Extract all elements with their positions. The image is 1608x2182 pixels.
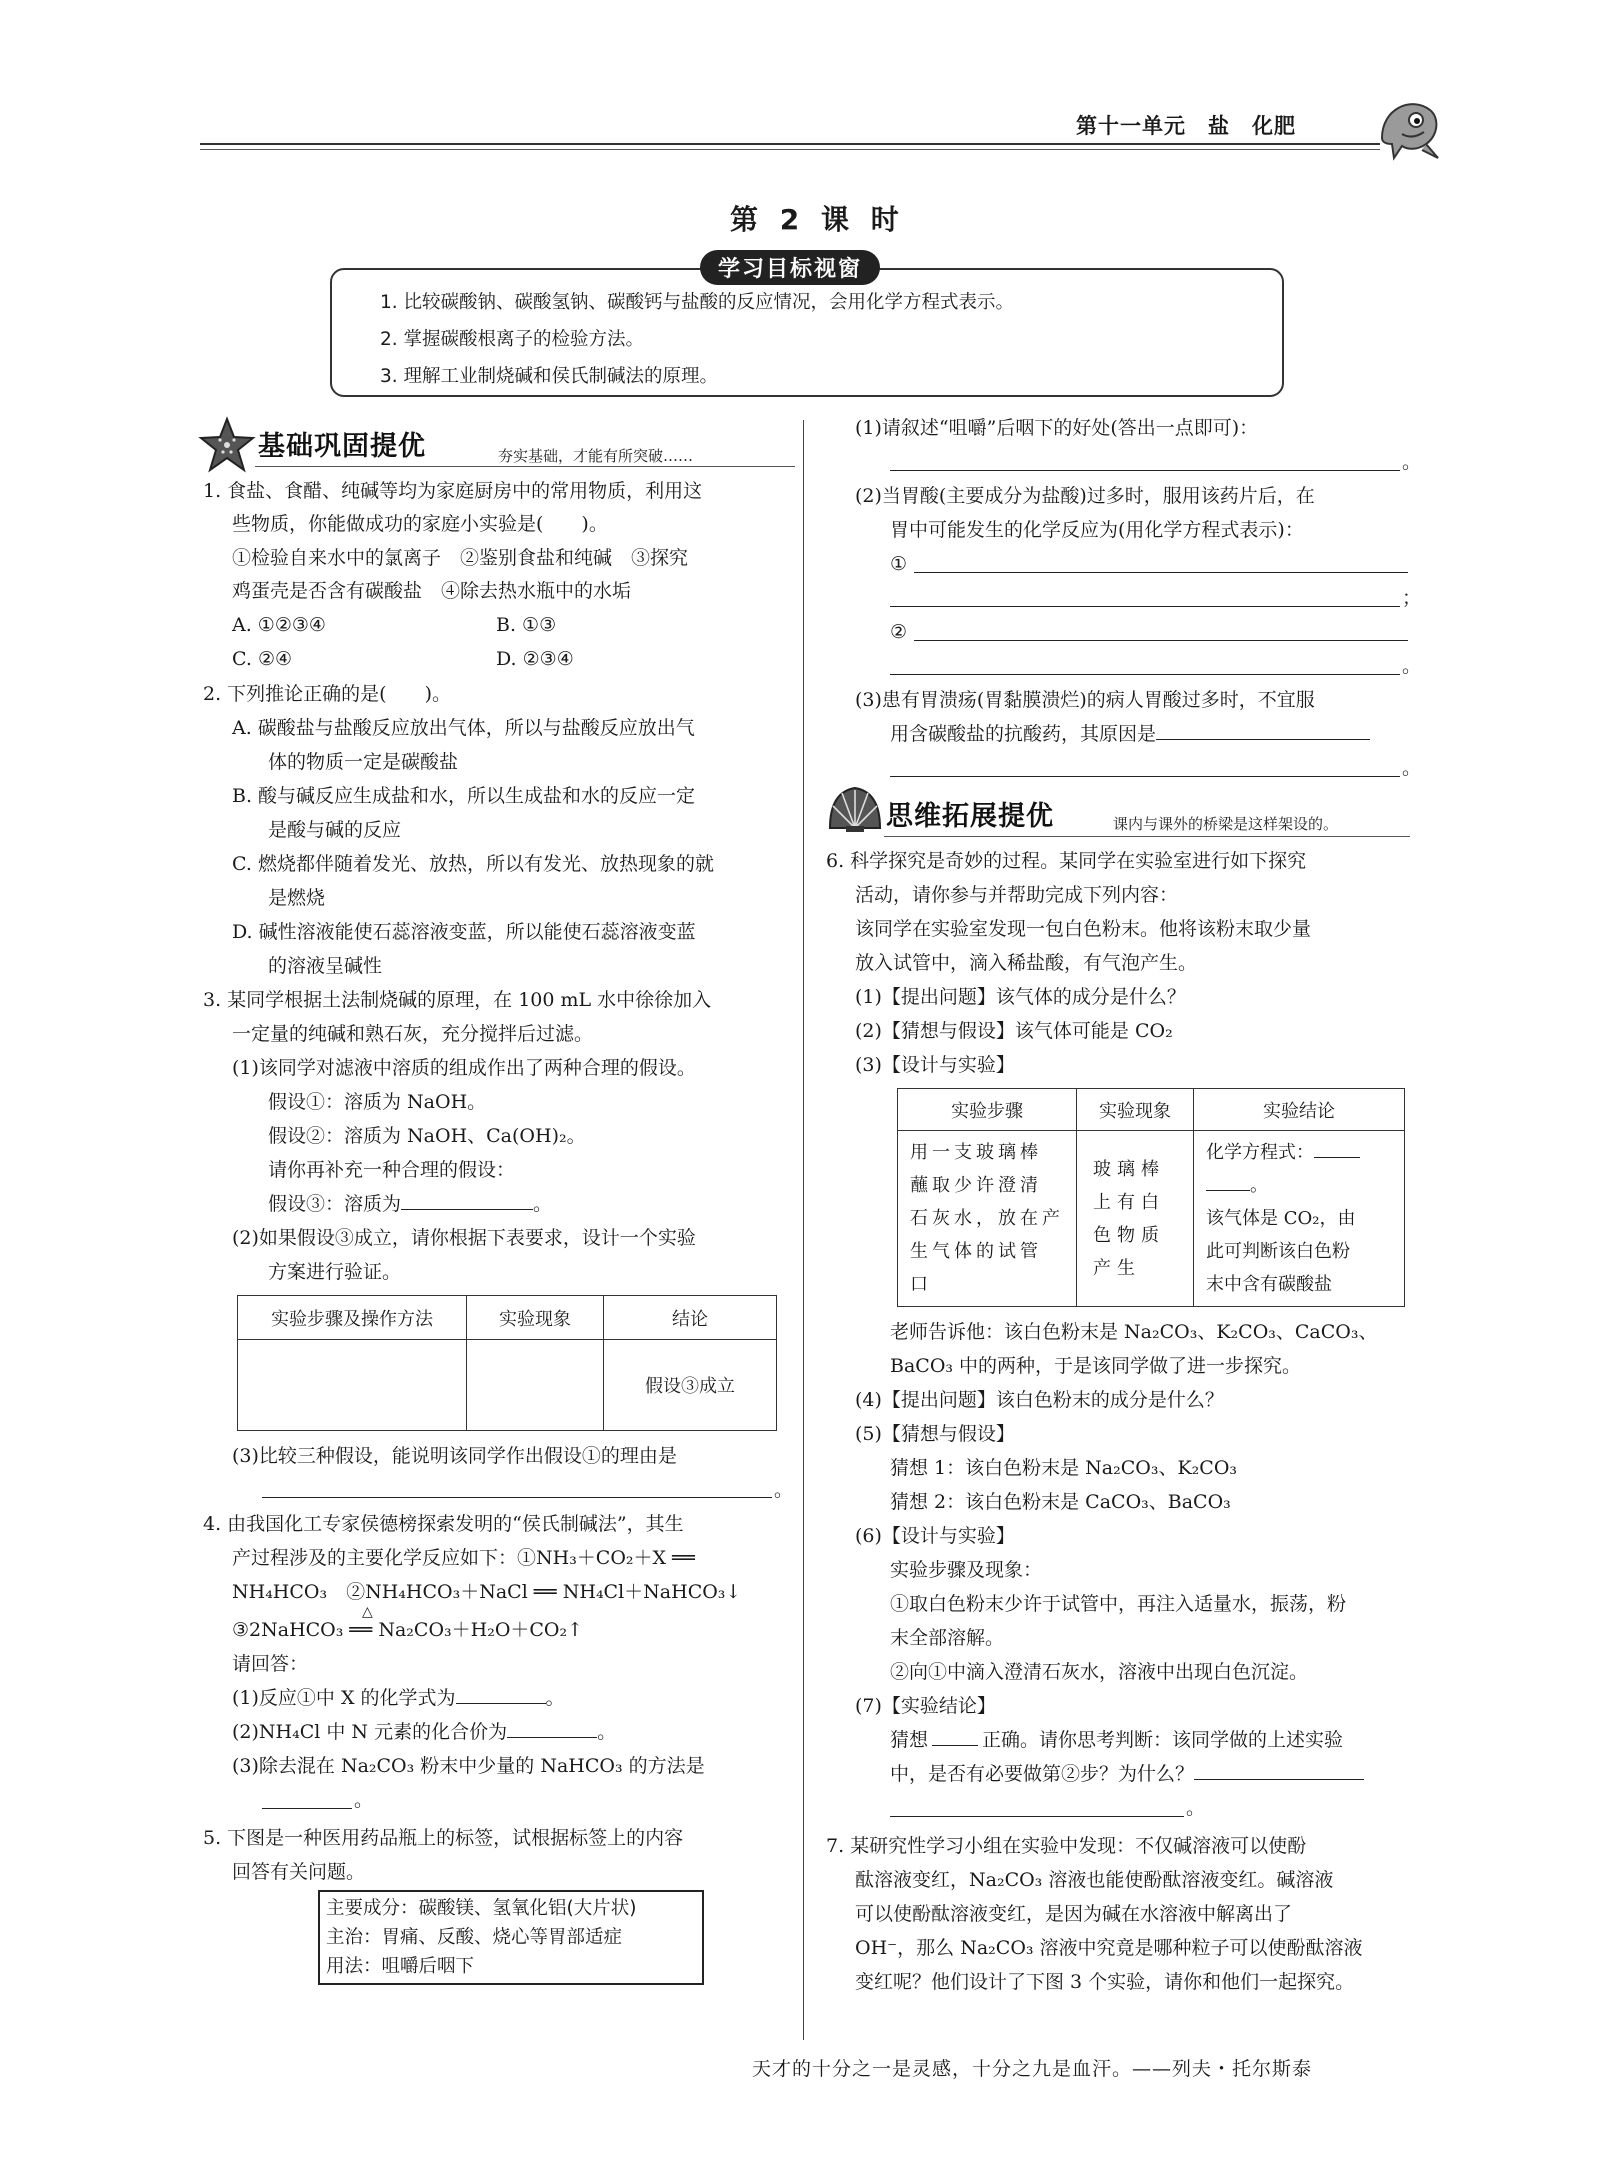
q3-hyp3 xyxy=(268,1188,552,1221)
q5-line-2: 回答有关问题。 xyxy=(232,1861,366,1883)
q3-hyp3-blank[interactable] xyxy=(401,1189,533,1210)
q7-line-5: 变红呢？他们设计了下图 3 个实验，请你和他们一起探究。 xyxy=(855,1971,1355,1993)
section2-slogan: 课内与课外的桥梁是这样架设的。 xyxy=(1113,815,1339,833)
shell-icon xyxy=(826,784,884,834)
section1-slogan: 夯实基础，才能有所突破…… xyxy=(498,447,694,465)
q4-sub1-period: 。 xyxy=(545,1687,565,1709)
q2-option-d-1: D. 碱性溶液能使石蕊溶液变蓝，所以能使石蕊溶液变蓝 xyxy=(232,921,696,943)
q5-sub2-1: (2)当胃酸(主要成分为盐酸)过多时，服用该药片后，在 xyxy=(855,485,1315,507)
q3-table-header-phenomenon: 实验现象 xyxy=(467,1296,604,1340)
q1-line-3: ①检验自来水中的氯离子 ②鉴别食盐和纯碱 ③探究 xyxy=(232,547,689,569)
q6-table-cell-conclusion: 化学方程式： 。 该气体是 CO₂，由 此可判断该白色粉 末中含有碳酸盐 xyxy=(1194,1131,1405,1307)
header-rule-2 xyxy=(200,149,1380,150)
q5-sub3-period: 。 xyxy=(1402,757,1422,779)
q3-hyp1: 假设①：溶质为 NaOH。 xyxy=(268,1091,487,1113)
unit-title: 第十一单元 盐 化肥 xyxy=(1076,114,1296,138)
q3-sub2-1: (2)如果假设③成立，请你根据下表要求，设计一个实验 xyxy=(232,1227,696,1249)
q6-teacher-2: BaCO₃ 中的两种，于是该同学做了进一步探究。 xyxy=(890,1355,1302,1377)
q6-conclusion-text: 正确。请你思考判断：该同学做的上述实验 xyxy=(982,1729,1344,1751)
q4-line-2: 产过程涉及的主要化学反应如下：①NH₃＋CO₂＋X ══ xyxy=(232,1547,695,1569)
q4-sub2-text: (2)NH₄Cl 中 N 元素的化合价为 xyxy=(232,1721,508,1743)
q6-equation-blank-1[interactable] xyxy=(1314,1137,1360,1158)
q2-option-c-2: 是燃烧 xyxy=(268,887,326,909)
q6-table-cell-steps: 用一支玻璃棒 蘸取少许澄清 石灰水，放在产 生气体的试管 口 xyxy=(898,1131,1077,1307)
q6-conclusion-blank[interactable] xyxy=(1194,1759,1364,1780)
q6-table-header-steps: 实验步骤 xyxy=(898,1089,1077,1131)
q5-eq2-period: 。 xyxy=(1402,655,1422,677)
q6-guess1: 猜想 1：该白色粉末是 Na₂CO₃、K₂CO₃ xyxy=(890,1457,1238,1479)
q6-procedure-1b: 末全部溶解。 xyxy=(890,1627,1005,1649)
q6-line-3: 该同学在实验室发现一包白色粉末。他将该粉末取少量 xyxy=(855,918,1312,940)
q6-conclusion-1 xyxy=(890,1724,1343,1757)
q5-sub2-2: 胃中可能发生的化学反应为(用化学方程式表示)： xyxy=(890,519,1304,541)
q6-procedure-2: ②向①中滴入澄清石灰水，溶液中出现白色沉淀。 xyxy=(890,1661,1309,1683)
q6-teacher-1: 老师告诉他：该白色粉末是 Na₂CO₃、K₂CO₃、CaCO₃、 xyxy=(890,1321,1378,1343)
q6-step7: (7)【实验结论】 xyxy=(855,1695,996,1717)
q6-conclusion-period: 。 xyxy=(1186,1797,1206,1819)
q3-table-header-conclusion: 结论 xyxy=(604,1296,777,1340)
q6-line-2: 活动，请你参与并帮助完成下列内容： xyxy=(855,884,1179,906)
q6-conclusion-answer-line[interactable] xyxy=(890,1816,1184,1817)
q6-table-header-conclusion: 实验结论 xyxy=(1194,1089,1405,1131)
objective-2: 2. 掌握碳酸根离子的检验方法。 xyxy=(380,329,645,350)
q2-option-d-2: 的溶液呈碱性 xyxy=(268,955,383,977)
section2-rule xyxy=(884,836,1410,837)
q5-sub3-2 xyxy=(890,718,1370,751)
section1-rule xyxy=(255,466,795,467)
q3-sub3-answer-line[interactable] xyxy=(262,1497,772,1498)
q3-table-header-steps: 实验步骤及操作方法 xyxy=(238,1296,467,1340)
q6-line-4: 放入试管中，滴入稀盐酸，有气泡产生。 xyxy=(855,952,1198,974)
q7-line-3: 可以使酚酞溶液变红，是因为碱在水溶液中解离出了 xyxy=(855,1903,1293,1925)
q6-guess2: 猜想 2：该白色粉末是 CaCO₃、BaCO₃ xyxy=(890,1491,1231,1513)
q4-sub1 xyxy=(232,1682,565,1715)
q4-sub2 xyxy=(232,1716,616,1749)
q5-eq2-line-a[interactable] xyxy=(914,640,1408,641)
objective-3: 3. 理解工业制烧碱和侯氏制碱法的原理。 xyxy=(380,366,719,387)
q3-table xyxy=(237,1295,777,1431)
objective-1: 1. 比较碳酸钠、碳酸氢钠、碳酸钙与盐酸的反应情况，会用化学方程式表示。 xyxy=(380,292,1015,313)
q5-sub1: (1)请叙述“咀嚼”后咽下的好处(答出一点即可)： xyxy=(855,417,1259,439)
q5-sub1-period: 。 xyxy=(1402,451,1422,473)
q1-option-b: B. ①③ xyxy=(496,614,557,636)
q6-guess-label: 猜想 xyxy=(890,1729,929,1751)
starfish-icon xyxy=(198,416,256,474)
q3-table-cell-conclusion: 假设③成立 xyxy=(604,1340,777,1431)
q2-option-b-1: B. 酸与碱反应生成盐和水，所以生成盐和水的反应一定 xyxy=(232,785,696,807)
q4-line-4: ③2NaHCO₃ ══ Na₂CO₃＋H₂O＋CO₂↑ xyxy=(232,1619,584,1641)
q1-option-c: C. ②④ xyxy=(232,648,293,670)
q6-step6: (6)【设计与实验】 xyxy=(855,1525,1015,1547)
q5-eq1-line-a[interactable] xyxy=(914,572,1408,573)
q6-conclusion-2 xyxy=(890,1758,1364,1791)
q5-eq2-label: ② xyxy=(890,621,908,643)
q4-answer-prompt: 请回答： xyxy=(232,1653,309,1675)
q5-sub3-2-text: 用含碳酸盐的抗酸药，其原因是 xyxy=(890,723,1157,745)
q6-conclusion-question: 中，是否有必要做第②步？为什么？ xyxy=(890,1763,1195,1785)
q5-sub3-answer-line[interactable] xyxy=(890,776,1400,777)
dolphin-mascot-icon xyxy=(1372,88,1444,168)
q4-sub1-blank[interactable] xyxy=(456,1683,546,1704)
q1-option-a: A. ①②③④ xyxy=(232,614,326,636)
q2-option-c-1: C. 燃烧都伴随着发光、放热，所以有发光、放热现象的就 xyxy=(232,853,714,875)
q7-line-4: OH⁻，那么 Na₂CO₃ 溶液中究竟是哪种粒子可以使酚酞溶液 xyxy=(855,1937,1363,1959)
q6-procedure-1a: ①取白色粉末少许于试管中，再注入适量水，振荡，粉 xyxy=(890,1593,1347,1615)
q7-line-1: 7. 某研究性学习小组在实验中发现：不仅碱溶液可以使酚 xyxy=(826,1835,1307,1857)
q1-line-4: 鸡蛋壳是否含有碳酸盐 ④除去热水瓶中的水垢 xyxy=(232,580,632,602)
q1-line-1: 1. 食盐、食醋、纯碱等均为家庭厨房中的常用物质，利用这 xyxy=(203,480,703,502)
medicine-label xyxy=(318,1890,704,1985)
heat-symbol: △ xyxy=(362,1604,373,1620)
q6-step2: (2)【猜想与假设】该气体可能是 CO₂ xyxy=(855,1020,1173,1042)
q4-sub2-period: 。 xyxy=(597,1721,617,1743)
q2-option-a-1: A. 碳酸盐与盐酸反应放出气体，所以与盐酸反应放出气 xyxy=(232,717,695,739)
section1-title: 基础巩固提优 xyxy=(258,431,426,462)
q4-line-1: 4. 由我国化工专家侯德榜探索发明的“侯氏制碱法”，其生 xyxy=(203,1513,684,1535)
label-usage: 用法：咀嚼后咽下 xyxy=(326,1956,475,1977)
q5-sub3-1: (3)患有胃溃疡(胃黏膜溃烂)的病人胃酸过多时，不宜服 xyxy=(855,689,1315,711)
q5-eq1-label: ① xyxy=(890,553,908,575)
q3-hyp2: 假设②：溶质为 NaOH、Ca(OH)₂。 xyxy=(268,1125,586,1147)
q4-sub3-blank[interactable] xyxy=(262,1808,352,1809)
q6-step4: (4)【提出问题】该白色粉末的成分是什么？ xyxy=(855,1389,1224,1411)
label-indications: 主治：胃痛、反酸、烧心等胃部适症 xyxy=(326,1927,623,1948)
q3-hyp3-label: 假设③：溶质为 xyxy=(268,1193,402,1215)
q7-line-2: 酞溶液变红，Na₂CO₃ 溶液也能使酚酞溶液变红。碱溶液 xyxy=(855,1869,1334,1891)
q5-eq1-semicolon: ； xyxy=(1402,587,1422,609)
objectives-badge: 学习目标视窗 xyxy=(700,250,880,285)
q1-line-2: 些物质，你能做成功的家庭小实验是( )。 xyxy=(232,513,608,535)
q6-equation-label: 化学方程式： xyxy=(1206,1142,1314,1163)
q3-sub3: (3)比较三种假设，能说明该同学作出假设①的理由是 xyxy=(232,1445,677,1467)
q5-sub3-blank[interactable] xyxy=(1156,719,1370,740)
q6-step3: (3)【设计与实验】 xyxy=(855,1054,1015,1076)
q2-option-b-2: 是酸与碱的反应 xyxy=(268,819,402,841)
q4-sub2-blank[interactable] xyxy=(507,1717,597,1738)
q3-table-cell-steps[interactable] xyxy=(238,1340,467,1431)
q3-line-2: 一定量的纯碱和熟石灰，充分搅拌后过滤。 xyxy=(232,1023,594,1045)
q5-eq2-line-b[interactable] xyxy=(890,674,1400,675)
label-ingredients: 主要成分：碳酸镁、氢氧化铝(大片状) xyxy=(326,1898,637,1919)
q3-sub1: (1)该同学对滤液中溶质的组成作出了两种合理的假设。 xyxy=(232,1057,696,1079)
q6-table xyxy=(897,1088,1405,1307)
q6-line-1: 6. 科学探究是奇妙的过程。某同学在实验室进行如下探究 xyxy=(826,850,1307,872)
q6-step1: (1)【提出问题】该气体的成分是什么？ xyxy=(855,986,1186,1008)
q6-equation-blank-2[interactable] xyxy=(1206,1170,1250,1191)
q3-supplement: 请你再补充一种合理的假设： xyxy=(268,1159,516,1181)
q4-line-3: NH₄HCO₃ ②NH₄HCO₃＋NaCl ══ NH₄Cl＋NaHCO₃↓ xyxy=(232,1581,742,1603)
q5-line-1: 5. 下图是一种医用药品瓶上的标签，试根据标签上的内容 xyxy=(203,1827,684,1849)
q3-sub3-period: 。 xyxy=(774,1479,794,1501)
q2-option-a-2: 体的物质一定是碳酸盐 xyxy=(268,751,459,773)
q3-table-cell-phenomenon[interactable] xyxy=(467,1340,604,1431)
q6-table-cell-phenomenon: 玻璃棒 上有白 色物质 产生 xyxy=(1077,1131,1194,1307)
q6-guess-blank[interactable] xyxy=(932,1725,978,1746)
q3-line-1: 3. 某同学根据土法制烧碱的原理，在 100 mL 水中徐徐加入 xyxy=(203,989,712,1011)
footer-quote: 天才的十分之一是灵感，十分之九是血汗。——列夫・托尔斯泰 xyxy=(752,2058,1313,2080)
lesson-title: 第 2 课 时 xyxy=(730,203,905,236)
q4-sub3-period: 。 xyxy=(354,1789,374,1811)
q6-procedure-title: 实验步骤及现象： xyxy=(890,1559,1043,1581)
q6-table-header-phenomenon: 实验现象 xyxy=(1077,1089,1194,1131)
q1-option-d: D. ②③④ xyxy=(496,648,574,670)
q4-sub3: (3)除去混在 Na₂CO₃ 粉末中少量的 NaHCO₃ 的方法是 xyxy=(232,1755,705,1777)
section2-title: 思维拓展提优 xyxy=(886,801,1054,832)
q5-sub1-answer-line[interactable] xyxy=(890,470,1400,471)
column-divider xyxy=(803,420,804,2040)
q2-line-1: 2. 下列推论正确的是( )。 xyxy=(203,683,451,705)
q5-eq1-line-b[interactable] xyxy=(890,606,1400,607)
q4-sub1-text: (1)反应①中 X 的化学式为 xyxy=(232,1687,456,1709)
header-rule xyxy=(200,143,1380,145)
q6-step5: (5)【猜想与假设】 xyxy=(855,1423,1015,1445)
q3-sub2-2: 方案进行验证。 xyxy=(268,1261,402,1283)
q3-hyp3-period: 。 xyxy=(533,1193,553,1215)
